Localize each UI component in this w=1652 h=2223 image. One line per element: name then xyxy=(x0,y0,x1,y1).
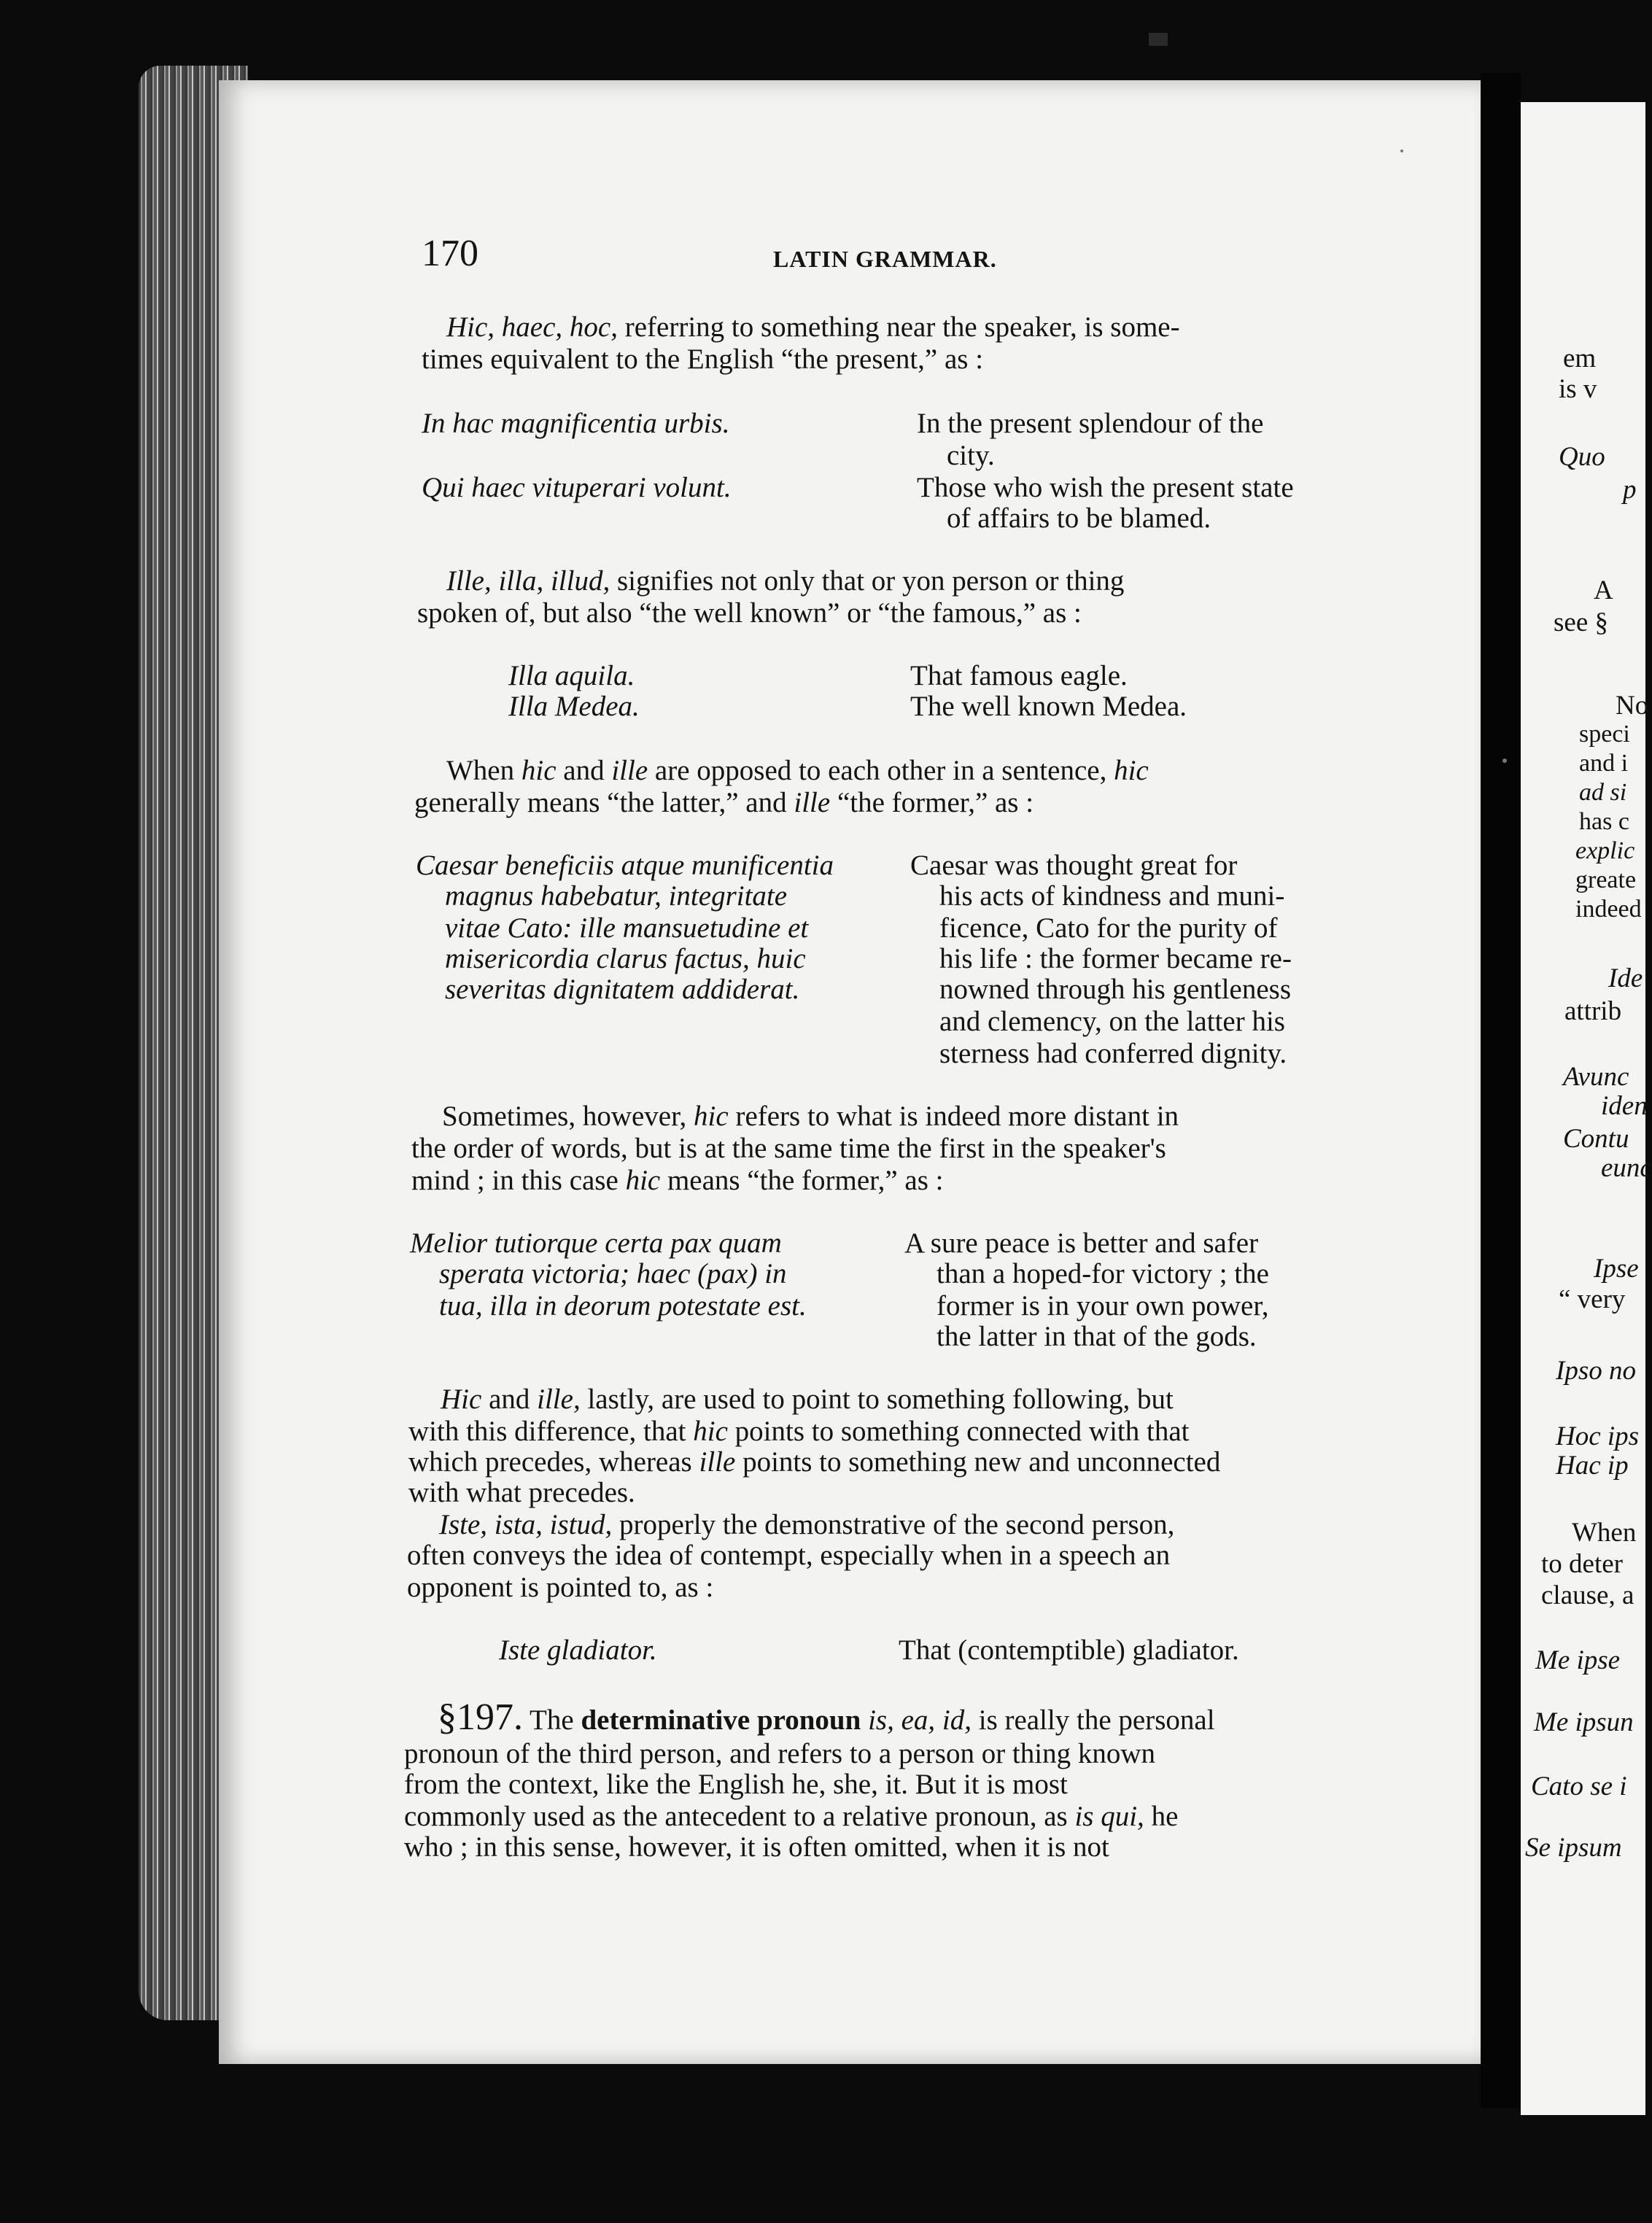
scan-artifact xyxy=(1502,759,1507,763)
paragraph-line xyxy=(446,312,1180,344)
paragraph-line: times equivalent to the English “the present,” as : xyxy=(422,344,984,375)
text: refers to what is indeed more distant in xyxy=(735,1101,1179,1132)
right-text: eunc xyxy=(1601,1153,1652,1183)
right-text: No xyxy=(1616,691,1649,721)
english-translation: That (contemptible) gladiator. xyxy=(899,1634,1239,1666)
running-title: LATIN GRAMMAR. xyxy=(773,246,997,272)
latin-example: Melior tutiorque certa pax quam xyxy=(410,1227,782,1259)
paragraph-line xyxy=(446,566,1124,597)
paragraph-line xyxy=(446,756,1149,787)
right-text: speci xyxy=(1579,721,1630,748)
text: means “the former,” as : xyxy=(667,1165,944,1196)
english-translation: A sure peace is better and safer xyxy=(904,1227,1259,1259)
right-text: When xyxy=(1572,1518,1637,1548)
paragraph-line: spoken of, but also “the well known” or “the famous,” as : xyxy=(417,597,1082,629)
english-translation: sterness had conferred dignity. xyxy=(939,1038,1287,1069)
paragraph-line xyxy=(408,1447,1220,1478)
text: lastly, are used to point to something following, but xyxy=(587,1384,1174,1415)
latin-term: Iste, ista, istud, xyxy=(439,1509,613,1540)
right-text: Hoc ips xyxy=(1556,1421,1640,1451)
right-text: A xyxy=(1594,575,1613,605)
paragraph-line xyxy=(408,1416,1189,1448)
latin-term: hic xyxy=(694,1101,729,1132)
text: generally means “the latter,” and xyxy=(414,787,787,818)
text: properly the demonstrative of the second person, xyxy=(619,1509,1175,1540)
english-translation: of affairs to be blamed. xyxy=(947,503,1211,534)
right-text: see § xyxy=(1554,608,1608,637)
latin-term: Hic xyxy=(441,1384,482,1415)
right-text: Me ipsun xyxy=(1534,1707,1634,1737)
bold-term: determinative pronoun xyxy=(581,1704,861,1736)
paragraph-line: pronoun of the third person, and refers to a person or thing known xyxy=(404,1738,1156,1769)
book-gutter xyxy=(1481,73,1521,2108)
english-translation: his life : the former became re- xyxy=(939,943,1292,974)
right-text: Me ipse xyxy=(1535,1645,1621,1675)
paragraph-line xyxy=(411,1165,944,1197)
latin-term: hic xyxy=(625,1165,661,1196)
english-translation: the latter in that of the gods. xyxy=(936,1321,1257,1352)
right-text: indeed xyxy=(1575,896,1642,923)
latin-term: ille, xyxy=(537,1384,581,1415)
paragraph-line xyxy=(438,1696,1215,1738)
right-text: Ipso no xyxy=(1556,1356,1636,1386)
paragraph-line: the order of words, but is at the same time the first in the speaker's xyxy=(411,1133,1166,1164)
english-translation: than a hoped-for victory ; the xyxy=(936,1258,1269,1289)
latin-example: severitas dignitatem addiderat. xyxy=(445,974,800,1005)
english-translation: The well known Medea. xyxy=(910,691,1187,722)
right-text: iden xyxy=(1601,1091,1648,1121)
latin-term: hic xyxy=(693,1416,728,1447)
text: he xyxy=(1151,1801,1179,1832)
right-text: ad si xyxy=(1579,779,1627,806)
latin-term: ille xyxy=(699,1446,736,1478)
text: are opposed to each other in a sentence, xyxy=(654,755,1107,786)
right-text: attrib xyxy=(1564,996,1622,1026)
latin-example: misericordia clarus factus, huic xyxy=(445,943,806,974)
english-translation: nowned through his gentleness xyxy=(939,974,1292,1005)
latin-term: is, ea, id, xyxy=(868,1704,972,1736)
latin-term: hic xyxy=(1114,755,1149,786)
paragraph-line: often conveys the idea of contempt, especially when in a speech an xyxy=(407,1540,1171,1571)
right-page xyxy=(1521,102,1652,2115)
latin-term: hic xyxy=(521,755,557,786)
right-text: Quo xyxy=(1559,442,1605,472)
english-translation: In the present splendour of the xyxy=(917,408,1264,439)
latin-example: magnus habebatur, integritate xyxy=(445,880,788,912)
latin-term: Ille, illa, illud, xyxy=(446,565,610,597)
right-text: Contu xyxy=(1563,1124,1629,1154)
section-number: §197. xyxy=(438,1696,523,1738)
text: Sometimes, however, xyxy=(442,1101,687,1132)
text: commonly used as the antecedent to a relative pronoun, as xyxy=(404,1801,1068,1832)
text: with this difference, that xyxy=(408,1416,686,1447)
text: The xyxy=(530,1704,574,1736)
latin-example: vitae Cato: ille mansuetudine et xyxy=(445,912,809,944)
english-translation: city. xyxy=(947,440,995,471)
english-translation: ficence, Cato for the purity of xyxy=(939,912,1278,944)
right-text: Se ipsum xyxy=(1525,1833,1622,1863)
right-text: explic xyxy=(1575,837,1635,864)
english-translation: That famous eagle. xyxy=(910,660,1128,691)
paragraph-line xyxy=(439,1510,1174,1541)
paragraph-line: who ; in this sense, however, it is often omitted, when it is not xyxy=(404,1831,1109,1863)
right-text: Avunc xyxy=(1563,1062,1629,1092)
page-number: 170 xyxy=(422,233,478,274)
latin-example: Illa aquila. xyxy=(508,660,635,691)
paragraph-line xyxy=(414,788,1034,819)
paragraph-line: opponent is pointed to, as : xyxy=(407,1572,714,1603)
english-translation: his acts of kindness and muni- xyxy=(939,880,1285,912)
text: is really the personal xyxy=(978,1704,1215,1736)
right-text: to deter xyxy=(1541,1549,1623,1579)
right-text: Cato se i xyxy=(1531,1772,1627,1801)
text: which precedes, whereas xyxy=(408,1446,692,1478)
paragraph-line: from the context, like the English he, she, it. But it is most xyxy=(404,1769,1068,1800)
latin-term: is qui, xyxy=(1074,1801,1144,1832)
paragraph-line xyxy=(441,1384,1174,1416)
latin-example: tua, illa in deorum potestate est. xyxy=(439,1290,807,1322)
latin-example: Qui haec vituperari volunt. xyxy=(422,472,732,503)
text: points to something connected with that xyxy=(734,1416,1190,1447)
text: and xyxy=(563,755,605,786)
scan-artifact xyxy=(1149,33,1168,46)
right-text: and i xyxy=(1579,750,1629,777)
text: “the former,” as : xyxy=(837,787,1034,818)
latin-example: In hac magnificentia urbis. xyxy=(422,408,730,439)
text: referring to something near the speaker, is some- xyxy=(624,311,1180,343)
right-text: clause, a xyxy=(1541,1580,1634,1610)
text: signifies not only that or yon person or thing xyxy=(616,565,1125,597)
latin-example: sperata victoria; haec (pax) in xyxy=(439,1258,787,1289)
paragraph-line xyxy=(442,1101,1179,1133)
right-text: “ very xyxy=(1559,1284,1626,1314)
latin-term: ille xyxy=(794,787,831,818)
english-translation: and clemency, on the latter his xyxy=(939,1006,1285,1037)
right-text: has c xyxy=(1579,808,1629,835)
right-text: Ide xyxy=(1608,963,1643,993)
latin-example: Caesar beneficiis atque munificentia xyxy=(416,850,834,881)
text: and xyxy=(489,1384,530,1415)
latin-term: Hic, haec, hoc, xyxy=(446,311,618,343)
right-text: Hac ip xyxy=(1556,1451,1629,1481)
scan-artifact xyxy=(1400,150,1403,152)
text: points to something new and unconnected xyxy=(742,1446,1221,1478)
english-translation: Caesar was thought great for xyxy=(910,850,1238,881)
text: When xyxy=(446,755,515,786)
latin-term: ille xyxy=(611,755,648,786)
paragraph-line xyxy=(404,1801,1178,1833)
right-text: Ipse xyxy=(1594,1254,1639,1284)
latin-example: Iste gladiator. xyxy=(499,1634,657,1666)
paragraph-line: with what precedes. xyxy=(408,1477,635,1508)
right-text: p xyxy=(1623,475,1637,505)
right-text: em xyxy=(1563,344,1597,373)
english-translation: Those who wish the present state xyxy=(917,472,1294,503)
text: mind ; in this case xyxy=(411,1165,618,1196)
english-translation: former is in your own power, xyxy=(936,1290,1269,1322)
right-text: is v xyxy=(1559,374,1597,404)
latin-example: Illa Medea. xyxy=(508,691,640,722)
right-text: greate xyxy=(1575,866,1637,893)
